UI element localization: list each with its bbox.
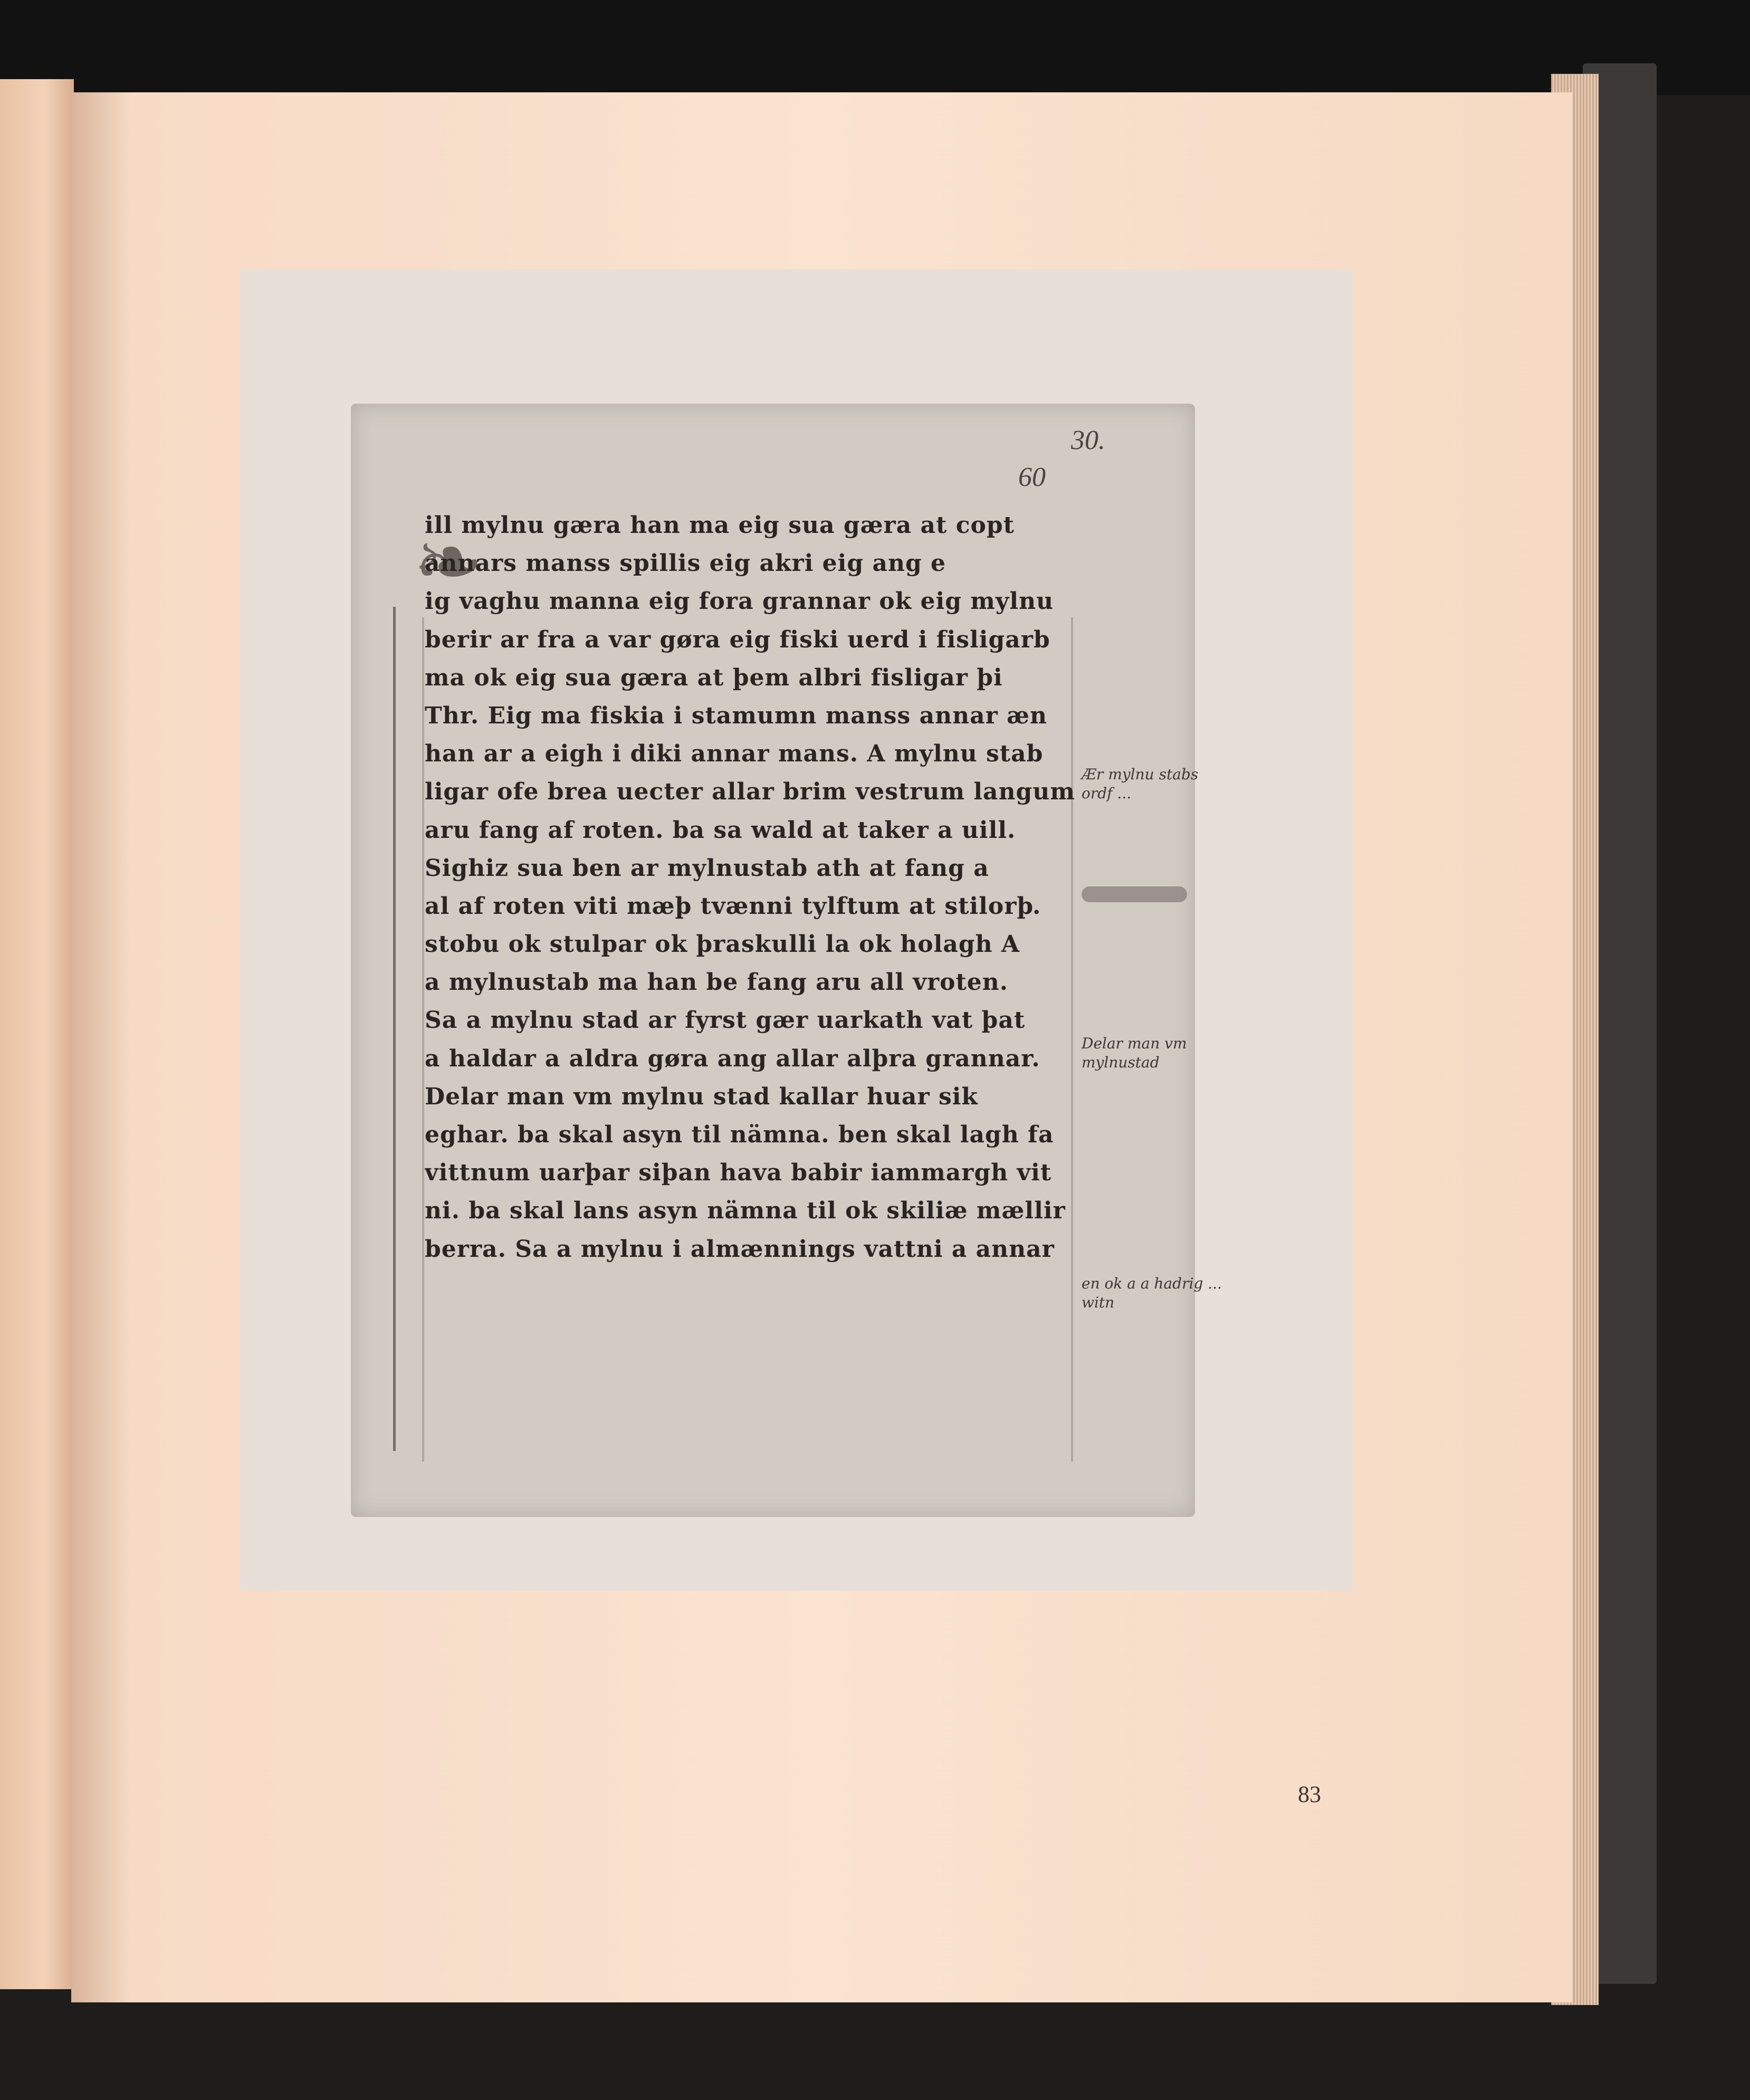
text-line: a haldar a aldra gøra ang allar alþra grannar.: [425, 1045, 1040, 1072]
text-line: Sighiz sua ben ar mylnustab ath at fang a: [425, 854, 989, 882]
marginal-note: en ok a a hadrig ... witn: [1082, 1275, 1222, 1311]
text-line: han ar a eigh i diki annar mans. A mylnu stab: [425, 740, 1044, 768]
folio-number-second: 60: [1018, 462, 1046, 492]
text-line: ligar ofe brea uecter allar brim vestrum langum: [425, 778, 1075, 806]
text-line: ill mylnu gæra han ma eig sua gæra at copt: [425, 512, 1015, 539]
margin-flourish: [393, 607, 427, 1451]
left-page-edge: [0, 79, 74, 1989]
text-line: ig vaghu manna eig fora grannar ok eig mylnu: [425, 588, 1054, 615]
text-line: aru fang af roten. ba sa wald at taker a uill.: [425, 816, 1016, 844]
marginal-note: Delar man vm mylnustad: [1082, 1035, 1187, 1071]
text-line: eghar. ba skal asyn til nämna. ben skal lagh fa: [425, 1121, 1054, 1148]
text-line: vittnum uarþar siþan hava babir iammargh vit: [425, 1159, 1052, 1187]
text-line: a mylnustab ma han be fang aru all vroten.: [425, 969, 1009, 996]
folio-number-top: 30.: [1071, 425, 1105, 455]
text-line: Thr. Eig ma fiskia i stamumn manss annar æn: [425, 702, 1048, 729]
text-line: Delar man vm mylnu stad kallar huar sik: [425, 1083, 978, 1110]
dark-background: [0, 0, 1750, 95]
text-line: Sa a mylnu stad ar fyrst gær uarkath vat þat: [425, 1007, 1026, 1034]
page-number: 83: [1298, 1781, 1321, 1807]
ink-smudge: [1082, 886, 1187, 902]
text-line: stobu ok stulpar ok þraskulli la ok holagh A: [425, 931, 1020, 958]
decorated-initial: ❧: [413, 512, 484, 611]
text-line: berra. Sa a mylnu i almænnings vattni a annar: [425, 1235, 1055, 1263]
text-line: berir ar fra a var gøra eig fiski uerd i fisligarb: [425, 626, 1050, 653]
text-line: al af roten viti mæþ tvænni tylftum at stilorþ.: [425, 892, 1041, 920]
marginal-note: Ær mylnu stabs ordf ...: [1082, 766, 1199, 802]
text-line: annars manss spillis eig akri eig ang e: [425, 550, 946, 577]
folio-numbers: [1018, 425, 1113, 504]
manuscript-text: [425, 507, 1105, 1268]
text-line: ni. ba skal lans asyn nämna til ok skiliæ mællir: [425, 1197, 1066, 1225]
text-line: ma ok eig sua gæra at þem albri fisligar þi: [425, 664, 1003, 691]
